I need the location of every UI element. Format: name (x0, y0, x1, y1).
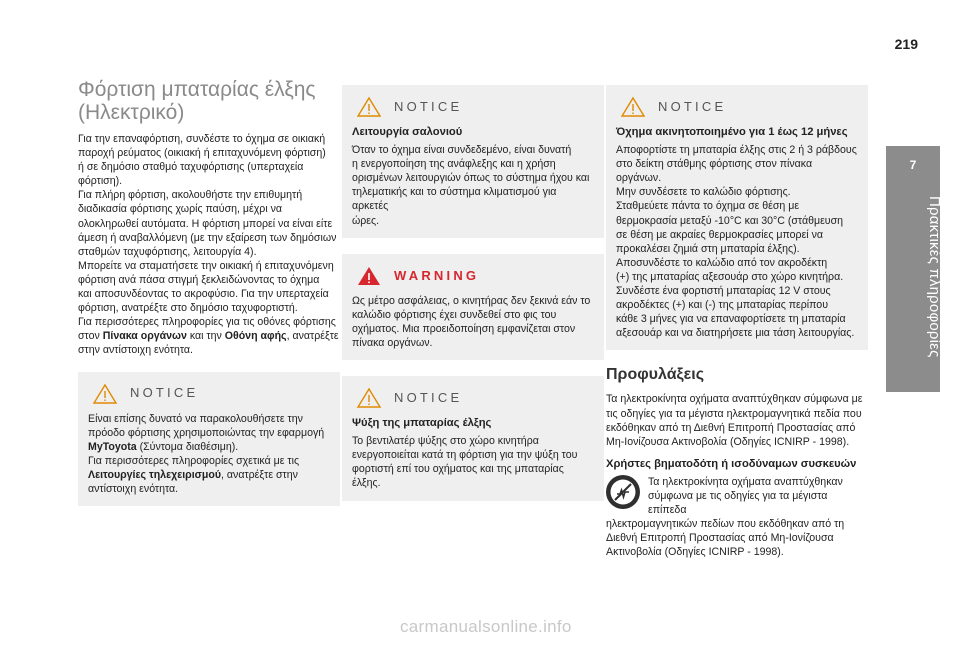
notice-box-storage (606, 85, 868, 350)
chapter-number: 7 (909, 158, 917, 172)
chapter-tab (886, 146, 943, 392)
notice-triangle-icon (356, 96, 382, 118)
notice-header (352, 95, 594, 119)
column-right (606, 85, 868, 559)
pacemaker-icon (609, 478, 637, 506)
notice-triangle-icon (620, 96, 646, 118)
notice-header (616, 95, 858, 119)
notice-triangle-icon (356, 387, 382, 409)
page-number: 219 (894, 36, 918, 52)
section-title-line-1: Φόρτιση μπαταρίας έλξης (78, 78, 316, 101)
precautions-title: Προφυλάξεις (606, 366, 705, 384)
text-segment: , ανατρέξτε στην αντίστοιχη ενότητα. (88, 468, 298, 495)
notice-text: Αποφορτίστε τη μπαταρία έλξης στις 2 ή 3 ράβδους στο δείκτη στάθμης φόρτισης στον πίνακα οργάνων. Μην συνδέσετε το καλώδιο φόρτισης. Σταθμεύετε πάντα το όχημα σε θέση με θερμοκρασία μεταξύ -10°C και 30°C (στάθμευση σε θέση με ακραίες θερμοκρασίες μπορεί να προκαλέσει ζημιά στη μπαταρία έλξης). Αποσυνδέστε το καλώδιο από τον ακροδέκτη (+) της μπαταρίας αξεσουάρ στο χώρο κινητήρα. Συνδέστε ένα φορτιστή μπαταρίας 12 V στους ακροδέκτες (+) και (-) της μπαταρίας περίπου κάθε 3 μήνες για να επαναφορτίσετε τη μπαταρία αξεσουάρ και να διατηρήσετε μια τάση λειτουργίας. (616, 144, 857, 340)
section-title (78, 78, 340, 124)
text-segment: , ανατρέξτε στην αντίστοιχη ενότητα. (78, 330, 339, 357)
precautions-text: Τα ηλεκτροκίνητα οχήματα αναπτύχθηκαν σύμφωνα με τις οδηγίες για τα μέγιστα ηλεκτρομαγνητικά πεδία που εκδόθηκαν από τη Διεθνή Επιτροπή Προστασίας από Μη-Ιονίζουσα Ακτινοβολία (Οδηγίες ICNIRP - 1998). (606, 393, 863, 448)
notice-text: Το βεντιλατέρ ψύξης στο χώρο κινητήρα ενεργοποιείται κατά τη φόρτιση για την ψύξη του φορτιστή επί του οχήματος και της μπαταρίας έλξης. (352, 435, 578, 490)
notice-text: Όταν το όχημα είναι συνδεδεμένο, είναι δυνατή η ενεργοποίηση της ανάφλεξης και η χρήση ορισμένων λειτουργιών όπως το σύστημα ήχου και τηλεματικής και το σύστημα κλιματισμού για αρκετές ώρες. (352, 144, 590, 227)
text-segment: Είναι επίσης δυνατό να παρακολουθήσετε την πρόοδο φόρτισης χρησιμοποιώντας την εφαρμογή (88, 412, 325, 439)
warning-box-engine (342, 254, 604, 360)
notice-label: NOTICE (658, 98, 727, 114)
text-segment: και την (186, 330, 225, 343)
pacemaker-warning-icon (606, 475, 640, 509)
warning-triangle-icon (356, 265, 382, 287)
notice-box-cabin-mode (342, 85, 604, 238)
paragraph-charging-intro: Για την επαναφόρτιση, συνδέστε το όχημα σε οικιακή παροχή ρεύματος (οικιακή ή επιταχυνόμενη φόρτιση) ή σε δημόσιο σταθμό ταχυφόρτισης (υπερταχεία φόρτιση). (78, 133, 326, 188)
section-title-line-2: (Ηλεκτρικό) (78, 101, 185, 124)
notice-box-battery-cooling (342, 376, 604, 500)
notice-text (88, 412, 330, 497)
paragraph-more-info (78, 315, 340, 357)
notice-label: NOTICE (394, 389, 463, 405)
app-name: MyToyota (88, 440, 137, 453)
notice-triangle-icon (92, 383, 118, 405)
link-instrument-panel: Πίνακα οργάνων (102, 330, 187, 343)
watermark: carmanualsonline.info (400, 617, 572, 636)
warning-label: WARNING (394, 267, 480, 283)
warning-header (352, 264, 594, 288)
text-segment: Για περισσότερες πληροφορίες για τις οθόνες φόρτισης στον (78, 316, 336, 343)
link-touchscreen: Οθόνη αφής (224, 330, 287, 343)
pacemaker-text-first: Τα ηλεκτροκίνητα οχήματα αναπτύχθηκαν σύμφωνα με τις οδηγίες για τα μέγιστα επίπεδα (648, 475, 843, 517)
notice-heading: Όχημα ακινητοποιημένο για 1 έως 12 μήνες (616, 126, 848, 138)
column-left (78, 78, 340, 522)
pacemaker-paragraph (606, 475, 868, 517)
pacemaker-heading: Χρήστες βηματοδότη ή ισοδύναμων συσκευών (606, 457, 857, 470)
warning-text: Ως μέτρο ασφάλειας, ο κινητήρας δεν ξεκινά εάν το καλώδιο φόρτισης έχει συνδεθεί στο φις του οχήματος. Μια προειδοποίηση εμφανίζεται στον πίνακα οργάνων. (352, 294, 591, 349)
link-remote-functions: Λειτουργίες τηλεχειρισμού (88, 468, 222, 481)
notice-heading: Λειτουργία σαλονιού (352, 126, 463, 138)
notice-heading: Ψύξη της μπαταρίας έλξης (352, 417, 492, 430)
notice-box-app (78, 372, 340, 507)
text-segment: (Σύντομα διαθέσιμη). Για περισσότερες πληροφορίες σχετικά με τις (88, 440, 300, 467)
paragraph-full-charge: Για πλήρη φόρτιση, ακολουθήστε την επιθυμητή διαδικασία φόρτισης χωρίς παύση, μέχρι να ολοκληρωθεί αυτόματα. Η φόρτιση μπορεί να είναι είτε άμεση ή αναβαλλόμενη (με την εξαίρεση των δημόσιων σταθμών ταχυφόρτισης, λειτουργία 4). (78, 189, 337, 258)
paragraph-stop-charging: Μπορείτε να σταματήσετε την οικιακή ή επιταχυνόμενη φόρτιση ανά πάσα στιγμή ξεκλειδώνοντας το όχημα και αποσυνδέοντας το ακροφύσιο. Για την υπερταχεία φόρτιση, ανατρέξτε στο δημόσιο ταχυφορτιστή. (78, 259, 334, 315)
notice-label: NOTICE (130, 385, 199, 401)
notice-label: NOTICE (394, 98, 463, 114)
pacemaker-text-rest: ηλεκτρομαγνητικών πεδίων που εκδόθηκαν από τη Διεθνή Επιτροπή Προστασίας από Μη-Ιονίζουσα Ακτινοβολία (Οδηγίες ICNIRP - 1998). (606, 518, 845, 559)
notice-header (88, 382, 330, 406)
chapter-title: Πρακτικές πληροφορίες (926, 196, 943, 358)
notice-header (352, 386, 594, 410)
column-middle (342, 85, 604, 517)
